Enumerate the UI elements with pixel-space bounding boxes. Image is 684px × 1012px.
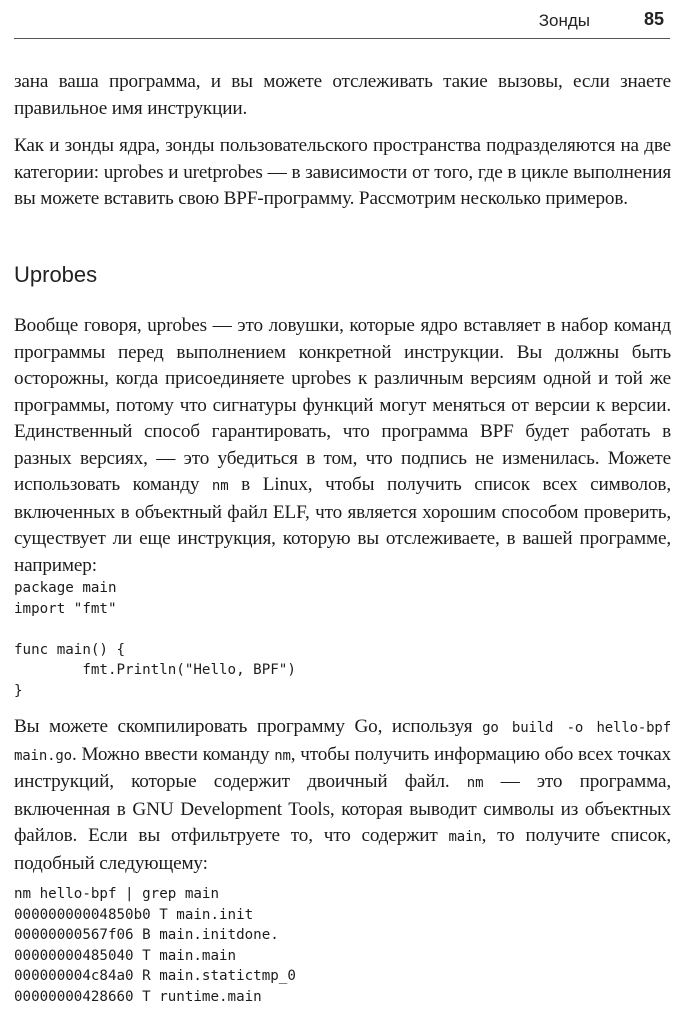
text-run: — это программа, включенная в GNU Development Tools, которая выводит символы из объектных файлов. Если вы отфильтруете то, что содержит [14,771,671,846]
paragraph-continuation: зана ваша программа, и вы можете отслеживать такие вызовы, если знаете правильное имя инструкции. [14,71,671,119]
code-line: import "fmt" [14,600,117,617]
inline-code-nm: nm [466,775,484,791]
code-line [14,619,296,640]
text-run: , то получите список, подобный следующему: [14,825,671,874]
code-line: 00000000567f06 B main.initdone. [14,927,279,944]
paragraph-uprobes-intro [14,313,671,579]
code-block-nm-output [14,884,296,1008]
paragraph-probe-categories: Как и зонды ядра, зонды пользовательского пространства подразделяются на две категории: uprobes и uretprobes — в зависимости от того, где в цикле выполнения вы можете вставить свою BPF-программу. Рассмотрим несколько примеров. [14,135,671,209]
code-line: 000000004c84a0 R main.statictmp_0 [14,968,296,985]
code-line: 00000000428660 T runtime.main [14,988,262,1005]
inline-code-main: main [448,829,482,845]
code-line: nm hello-bpf | grep main [14,886,219,902]
text-run: в Linux, чтобы получить список всех символов, включенных в объектный файл ELF, что является хорошим способом проверить, существует ли еще инструкция, которую вы отслеживаете, в вашей программе, например: [14,474,671,576]
code-line: func main() { [14,641,126,658]
text-run: , чтобы получить информацию обо всех точках инструкций, которые содержит двоичный файл. [14,743,672,792]
text-run: . Можно ввести команду [71,743,275,765]
paragraph-compile-and-nm [14,714,671,877]
section-heading-uprobes: Uprobes [14,262,98,287]
inline-code-go-build: go build -o hello-bpf main.go [14,720,671,764]
inline-code-nm: nm [274,747,291,764]
code-line: } [14,682,23,699]
running-head-section-title: Зонды [538,11,590,30]
page-number: 85 [643,9,664,29]
code-line: fmt.Println("Hello, BPF") [14,662,296,679]
page-header [14,0,670,39]
code-line: 00000000485040 T main.main [14,947,237,964]
code-line: 00000000004850b0 T main.init [14,906,254,923]
code-block-go-program [14,578,296,702]
text-run: Вы можете скомпилировать программу Go, используя [14,716,483,737]
inline-code-nm: nm [211,478,229,494]
code-line: package main [14,580,117,596]
text-run: Вообще говоря, uprobes — это ловушки, которые ядро вставляет в набор команд программы перед выполнением конкретной инструкции. Вы должны быть осторожны, когда присоединяете uprobes к различным версиям одной и той же программы, потому что сигнатуры функций могут меняться от версии к версии. Единственный способ гарантировать, что программа BPF будет работать в разных версиях, — это убедиться в том, что подпись не изменилась. Можете использовать команду [14,315,671,495]
